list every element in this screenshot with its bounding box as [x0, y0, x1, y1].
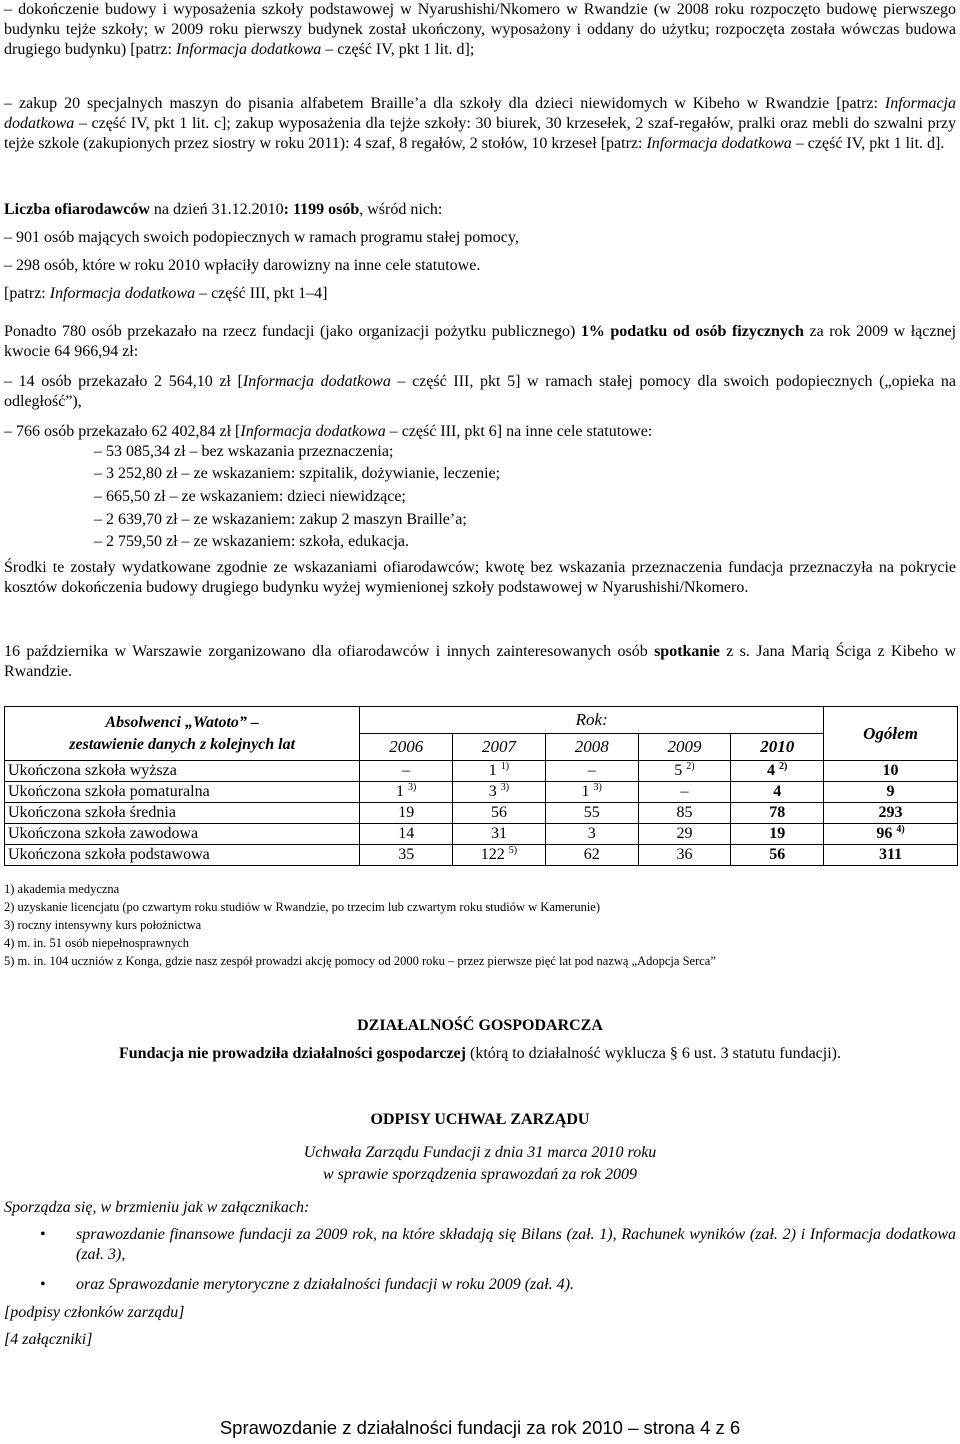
donors-reference: [4, 284, 956, 304]
business-text: (którą to działalność wyklucza § 6 ust. 3 statutu fundacji).: [465, 1045, 841, 1062]
graduates-table: [4, 706, 958, 866]
table-value: 122: [480, 846, 505, 863]
table-row: [5, 782, 958, 803]
table-value-cell: [731, 845, 824, 866]
tax-sub-item: – 3 252,80 zł – ze wskazaniem: szpitalik, dożywianie, leczenie;: [94, 465, 501, 482]
table-value-cell: [360, 845, 453, 866]
resolution-intro: Sporządza się, w brzmieniu jak w załącznikach:: [4, 1199, 310, 1216]
meeting-bold: spotkanie: [654, 643, 720, 660]
resolutions-heading: ODPISY UCHWAŁ ZARZĄDU: [370, 1111, 590, 1128]
tax-line-1: [4, 372, 956, 412]
table-value-cell: [638, 824, 731, 845]
table-value: 56: [490, 804, 507, 821]
table-value-cell: [731, 782, 824, 803]
table-year-header: Rok:: [360, 707, 824, 734]
table-footnote-mark: 3): [593, 782, 602, 793]
ref-text: [patrz:: [4, 285, 50, 302]
table-title-line-1: Absolwenci „Watoto” –: [105, 713, 259, 731]
table-value: 56: [769, 846, 786, 863]
tax-text: Ponadto 780 osób przekazało na rzecz fundacji (jako organizacji pożytku publicznego): [4, 323, 581, 340]
table-value-cell: [545, 782, 638, 803]
bullet: •: [40, 1276, 46, 1293]
table-total-value: 9: [886, 783, 895, 800]
business-statement: [4, 1044, 956, 1064]
tax-text: – 766 osób przekazało 62 402,84 zł [: [4, 423, 241, 440]
table-value: 4: [767, 762, 776, 779]
table-value: 29: [676, 825, 693, 842]
table-row-label: Ukończona szkoła pomaturalna: [5, 782, 360, 803]
footnote: 5) m. in. 104 uczniów z Konga, gdzie nasz zespół prowadzi akcję pomocy od 2000 roku – przez pierwsze pięć lat pod nazwą „Adopcja Serca”: [4, 954, 716, 968]
page-footer: Sprawozdanie z działalności fundacji za rok 2010 – strona 4 z 6: [219, 1417, 741, 1438]
table-value: 31: [490, 825, 507, 842]
table-value: 19: [398, 804, 415, 821]
table-year-cell: 2008: [545, 734, 638, 761]
tax-sub-item: – 665,50 zł – ze wskazaniem: dzieci niewidzące;: [94, 488, 406, 505]
tax-paragraph: [4, 322, 956, 362]
table-value-cell: [360, 761, 453, 782]
intro-text: – dokończenie budowy i wyposażenia szkoły podstawowej w Nyarushishi/Nkomero w Rwandzie (w 2008 roku rozpoczęto budowę pierwszego budynku tejże szkoły; w 2009 roku pierwszy budynek został ukończony, wyposażony i oddany do użytku; rozpoczęta została wówczas budowa drugiego budynku) [patrz:: [4, 1, 956, 58]
table-value: 78: [769, 804, 786, 821]
donors-date: na dzień 31.12.2010: [149, 201, 284, 218]
table-row: [5, 761, 958, 782]
intro-text: – zakup 20 specjalnych maszyn do pisania alfabetem Braille’a dla szkoły dla dzieci niewidomych w Kibeho w Rwandzie [patrz:: [4, 95, 885, 112]
tax-closing-text: Środki te zostały wydatkowane zgodnie ze wskazaniami ofiarodawców; kwotę bez wskazania przeznaczenia fundacja przeznaczyła na pokrycie kosztów dokończenia budowy drugiego budynku wyżej wymienionej szkoły podstawowej w Nyarushishi/Nkomero.: [4, 559, 956, 596]
intro-paragraph-2: [4, 94, 956, 154]
ref-italic: Informacja dodatkowa: [4, 95, 956, 132]
table-footnote-mark: 2): [686, 761, 695, 772]
table-value: 19: [769, 825, 786, 842]
table-value: 1: [488, 762, 497, 779]
table-value: 14: [398, 825, 415, 842]
table-header-row-1: [5, 707, 958, 734]
intro-paragraph-1: [4, 0, 956, 60]
table-value: 62: [583, 846, 600, 863]
bullet: •: [40, 1226, 46, 1243]
table-total-cell: [824, 803, 958, 824]
table-total-value: 311: [878, 846, 903, 863]
table-value-cell: [638, 761, 731, 782]
donors-line-2: – 298 osób, które w roku 2010 wpłaciły darowizny na inne cele statutowe.: [4, 257, 481, 274]
donors-count: : 1199 osób: [283, 201, 360, 218]
table-value-cell: [360, 803, 453, 824]
table-value-cell: [731, 824, 824, 845]
resolution-title-2: w sprawie sporządzenia sprawozdań za rok 2009: [322, 1166, 638, 1183]
table-value-cell: [545, 803, 638, 824]
tax-closing-paragraph: [4, 558, 956, 598]
table-footnote-mark: 3): [500, 782, 510, 793]
table-year-cell: 2010: [731, 734, 824, 761]
table-footnote-mark: 2): [779, 761, 788, 772]
table-value-cell: [638, 803, 731, 824]
ref-italic: Informacja dodatkowa: [175, 41, 322, 58]
signatures-note: [podpisy członków zarządu]: [4, 1304, 185, 1321]
tax-line-2: [4, 422, 956, 442]
resolution-item: sprawozdanie finansowe fundacji za 2009 rok, na które składają się Bilans (zał. 1), Rachunek wyników (zał. 2) i Informacja dodatkowa (zał. 3),: [76, 1226, 956, 1263]
table-value-cell: [545, 845, 638, 866]
table-total-value: 96: [876, 825, 893, 842]
table-footnote-mark: 1): [500, 761, 510, 772]
table-value-cell: [731, 761, 824, 782]
table-value-cell: [638, 845, 731, 866]
table-value-cell: [453, 761, 546, 782]
tax-sub-item: – 2 759,50 zł – ze wskazaniem: szkoła, edukacja.: [94, 533, 409, 550]
table-row: [5, 845, 958, 866]
table-year-cell: 2007: [453, 734, 546, 761]
ref-italic: Informacja dodatkowa: [49, 285, 196, 302]
table-value-cell: [453, 845, 546, 866]
table-row-label: Ukończona szkoła podstawowa: [5, 845, 360, 866]
table-title-line-2: zestawienie danych z kolejnych lat: [69, 735, 296, 753]
table-value-cell: [453, 824, 546, 845]
table-value-cell: [545, 761, 638, 782]
table-value: –: [402, 762, 411, 779]
footnote: 3) roczny intensywny kurs położnictwa: [4, 918, 202, 932]
donors-line-1: – 901 osób mających swoich podopiecznych w ramach programu stałej pomocy,: [4, 229, 519, 246]
table-row-label: Ukończona szkoła wyższa: [5, 761, 360, 782]
ref-italic: Informacja dodatkowa: [242, 373, 391, 390]
table-footnote-mark: 4): [896, 824, 905, 835]
table-total-header: Ogółem: [824, 707, 958, 761]
table-value: 1: [581, 783, 590, 800]
table-total-cell: [824, 761, 958, 782]
donors-label: Liczba ofiarodawców: [4, 201, 150, 218]
resolution-title-1: Uchwała Zarządu Fundacji z dnia 31 marca 2010 roku: [303, 1144, 657, 1161]
table-value-cell: [360, 782, 453, 803]
table-value-cell: [638, 782, 731, 803]
table-row-label: Ukończona szkoła średnia: [5, 803, 360, 824]
tax-text: – część III, pkt 6] na inne cele statutowe:: [385, 423, 653, 440]
intro-text: – część IV, pkt 1 lit. d];: [321, 41, 475, 58]
meeting-paragraph: [4, 642, 956, 682]
footnote: 1) akademia medyczna: [4, 882, 120, 896]
table-total-cell: [824, 824, 958, 845]
table-value: 5: [674, 762, 683, 779]
table-body: [5, 761, 958, 866]
tax-text: za rok 2009 w łącznej kwocie 64 966,94 zł:: [4, 323, 957, 360]
table-value-cell: [545, 824, 638, 845]
table-row: [5, 824, 958, 845]
intro-text: – część IV, pkt 1 lit. c]; zakup wyposażenia dla tejże szkoły: 30 biurek, 30 krzesełek, 2 szaf-regałów, pralki oraz mebli do szwalni przy tejże szkole (zakupionych przez siostry w roku 2011): 4 szaf, 8 regałów, 2 stołów, 10 krzeseł [patrz:: [4, 115, 956, 152]
table-value: 35: [398, 846, 415, 863]
ref-italic: Informacja dodatkowa: [646, 135, 792, 152]
table-value-cell: [731, 803, 824, 824]
table-row-label: Ukończona szkoła zawodowa: [5, 824, 360, 845]
table-value: –: [587, 762, 596, 779]
footnote: 4) m. in. 51 osób niepełnosprawnych: [4, 936, 190, 950]
table-value-cell: [453, 803, 546, 824]
tax-bold: 1% podatku od osób fizycznych: [580, 323, 804, 340]
table-year-cell: 2006: [360, 734, 453, 761]
business-bold: Fundacja nie prowadziła działalności gospodarczej: [119, 1045, 466, 1062]
table-value: 1: [396, 783, 405, 800]
tax-sub-item: – 53 085,34 zł – bez wskazania przeznaczenia;: [94, 443, 394, 460]
table-value-cell: [360, 824, 453, 845]
table-footnote-mark: 5): [508, 845, 518, 856]
meeting-text: 16 października w Warszawie zorganizowano dla ofiarodawców i innych zainteresowanych osób: [4, 643, 655, 660]
table-value: 3: [488, 783, 497, 800]
table-total-cell: [824, 845, 958, 866]
tax-text: – 14 osób przekazało 2 564,10 zł [: [4, 373, 243, 390]
table-title-cell: [5, 707, 360, 761]
donors-tail: , wśród nich:: [359, 201, 443, 218]
business-heading: DZIAŁALNOŚĆ GOSPODARCZA: [357, 1017, 603, 1034]
table-year-cell: 2009: [638, 734, 731, 761]
table-value: 36: [676, 846, 693, 863]
table-value: 55: [583, 804, 600, 821]
table-value: 3: [587, 825, 596, 842]
table-value: 4: [773, 783, 782, 800]
intro-text: – część IV, pkt 1 lit. d].: [791, 135, 945, 152]
table-value-cell: [453, 782, 546, 803]
table-footnote-mark: 3): [408, 782, 417, 793]
attachments-note: [4 załączniki]: [4, 1331, 93, 1348]
tax-text: – część III, pkt 5] w ramach stałej pomocy dla swoich podopiecznych („opieka na odległość”),: [4, 373, 956, 410]
donors-heading: [4, 200, 956, 220]
table-total-value: 293: [878, 804, 903, 821]
footnote: 2) uzyskanie licencjatu (po czwartym roku studiów w Rwandzie, po trzecim lub czwartym roku studiów w Kamerunie): [4, 900, 601, 914]
table-row: [5, 803, 958, 824]
table-value: 85: [676, 804, 693, 821]
table-value: –: [680, 783, 689, 800]
resolution-item: oraz Sprawozdanie merytoryczne z działalności fundacji w roku 2009 (zał. 4).: [76, 1276, 575, 1293]
table-total-value: 10: [882, 762, 899, 779]
table-total-cell: [824, 782, 958, 803]
meeting-text: z s. Jana Marią Ściga z Kibeho w Rwandzie.: [4, 643, 956, 680]
ref-italic: Informacja dodatkowa: [240, 423, 386, 440]
ref-text: – część III, pkt 1–4]: [195, 285, 328, 302]
tax-sub-item: – 2 639,70 zł – ze wskazaniem: zakup 2 maszyn Braille’a;: [94, 511, 467, 528]
